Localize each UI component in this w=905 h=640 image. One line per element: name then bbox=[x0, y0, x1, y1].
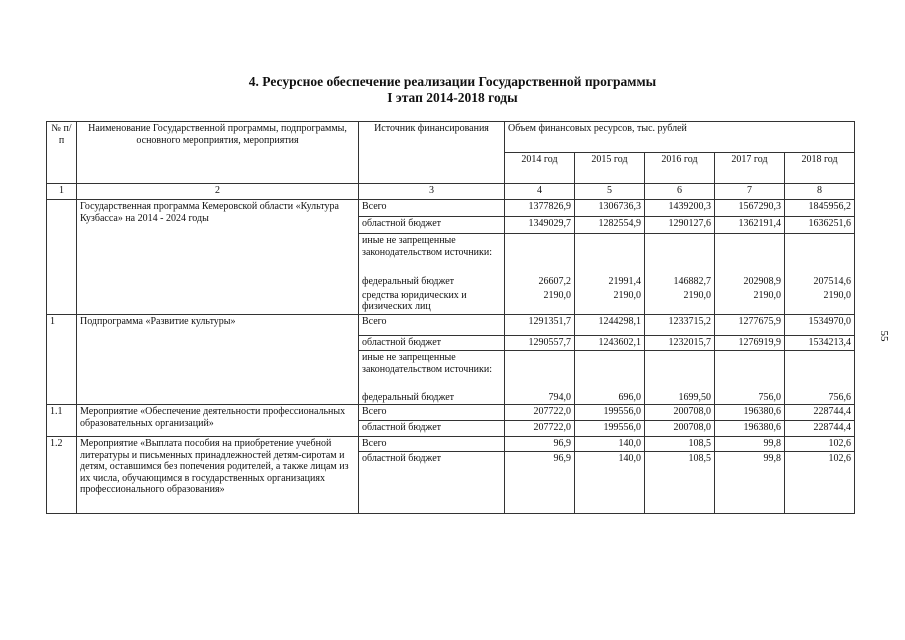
value-cell: 207722,0 bbox=[505, 421, 575, 437]
row-number: 1 bbox=[47, 315, 77, 405]
value-cell: 2190,0 bbox=[785, 289, 855, 315]
value-cell bbox=[645, 234, 715, 275]
value-cell bbox=[785, 351, 855, 391]
title-line-2: I этап 2014-2018 годы bbox=[387, 90, 518, 105]
value-cell: 1567290,3 bbox=[715, 200, 785, 217]
value-cell: 140,0 bbox=[575, 452, 645, 514]
value-cell: 1291351,7 bbox=[505, 315, 575, 336]
value-cell: 102,6 bbox=[785, 437, 855, 452]
value-cell: 99,8 bbox=[715, 452, 785, 514]
value-cell: 1290127,6 bbox=[645, 217, 715, 234]
header-volume: Объем финансовых ресурсов, тыс. рублей bbox=[505, 122, 855, 153]
value-cell: 1349029,7 bbox=[505, 217, 575, 234]
table-row bbox=[47, 437, 855, 452]
value-cell: 96,9 bbox=[505, 452, 575, 514]
value-cell: 1439200,3 bbox=[645, 200, 715, 217]
source-cell: областной бюджет bbox=[359, 452, 505, 514]
value-cell: 1699,50 bbox=[645, 391, 715, 405]
source-cell: областной бюджет bbox=[359, 217, 505, 234]
value-cell: 2190,0 bbox=[505, 289, 575, 315]
header-year: 2018 год bbox=[785, 153, 855, 184]
value-cell: 99,8 bbox=[715, 437, 785, 452]
value-cell bbox=[575, 234, 645, 275]
subprogram-name: Подпрограмма «Развитие культуры» bbox=[77, 315, 359, 405]
header-no: № п/п bbox=[47, 122, 77, 184]
value-cell: 200708,0 bbox=[645, 405, 715, 421]
value-cell: 1232015,7 bbox=[645, 336, 715, 351]
value-cell: 1534970,0 bbox=[785, 315, 855, 336]
value-cell: 1636251,6 bbox=[785, 217, 855, 234]
table-row bbox=[47, 315, 855, 336]
value-cell: 1362191,4 bbox=[715, 217, 785, 234]
source-cell: иные не запрещенные законодательством источники: bbox=[359, 351, 505, 391]
subprogram-block bbox=[47, 315, 855, 405]
value-cell: 196380,6 bbox=[715, 421, 785, 437]
source-cell: областной бюджет bbox=[359, 421, 505, 437]
measure-block bbox=[47, 437, 855, 514]
value-cell: 207514,6 bbox=[785, 275, 855, 289]
header-year: 2014 год bbox=[505, 153, 575, 184]
value-cell: 2190,0 bbox=[575, 289, 645, 315]
row-number: 1.2 bbox=[47, 437, 77, 514]
value-cell: 140,0 bbox=[575, 437, 645, 452]
value-cell: 199556,0 bbox=[575, 405, 645, 421]
value-cell: 1276919,9 bbox=[715, 336, 785, 351]
value-cell: 1244298,1 bbox=[575, 315, 645, 336]
source-cell: средства юридических и физических лиц bbox=[359, 289, 505, 315]
table-row bbox=[47, 405, 855, 421]
value-cell: 1845956,2 bbox=[785, 200, 855, 217]
column-number: 6 bbox=[645, 184, 715, 200]
value-cell: 1282554,9 bbox=[575, 217, 645, 234]
source-cell: федеральный бюджет bbox=[359, 391, 505, 405]
header-year: 2017 год bbox=[715, 153, 785, 184]
value-cell bbox=[505, 234, 575, 275]
row-number bbox=[47, 200, 77, 315]
value-cell: 96,9 bbox=[505, 437, 575, 452]
value-cell: 228744,4 bbox=[785, 421, 855, 437]
value-cell: 756,0 bbox=[715, 391, 785, 405]
value-cell bbox=[785, 234, 855, 275]
value-cell: 1306736,3 bbox=[575, 200, 645, 217]
value-cell: 1290557,7 bbox=[505, 336, 575, 351]
value-cell: 21991,4 bbox=[575, 275, 645, 289]
source-cell: Всего bbox=[359, 315, 505, 336]
value-cell bbox=[505, 351, 575, 391]
column-number: 8 bbox=[785, 184, 855, 200]
value-cell: 202908,9 bbox=[715, 275, 785, 289]
value-cell: 756,6 bbox=[785, 391, 855, 405]
column-number: 1 bbox=[47, 184, 77, 200]
table-row bbox=[47, 200, 855, 217]
value-cell: 1243602,1 bbox=[575, 336, 645, 351]
source-cell: федеральный бюджет bbox=[359, 275, 505, 289]
column-number: 7 bbox=[715, 184, 785, 200]
column-number: 4 bbox=[505, 184, 575, 200]
column-number: 2 bbox=[77, 184, 359, 200]
title-line-1: 4. Ресурсное обеспечение реализации Государственной программы bbox=[248, 74, 657, 89]
header-year: 2016 год bbox=[645, 153, 715, 184]
value-cell: 199556,0 bbox=[575, 421, 645, 437]
page-number: 55 bbox=[878, 330, 890, 342]
value-cell: 2190,0 bbox=[715, 289, 785, 315]
value-cell: 207722,0 bbox=[505, 405, 575, 421]
measure-name: Мероприятие «Выплата пособия на приобретение учебной литературы и письменных принадлежностей детям-сиротам и детям, оставшимся без попечения родителей, а также лицам из их числа, обучающимся в государственных организациях профессионального образования» bbox=[77, 437, 359, 514]
value-cell: 196380,6 bbox=[715, 405, 785, 421]
column-number: 3 bbox=[359, 184, 505, 200]
value-cell: 200708,0 bbox=[645, 421, 715, 437]
value-cell: 2190,0 bbox=[645, 289, 715, 315]
measure-name: Мероприятие «Обеспечение деятельности профессиональных образовательных организаций» bbox=[77, 405, 359, 437]
column-number: 5 bbox=[575, 184, 645, 200]
source-cell: областной бюджет bbox=[359, 336, 505, 351]
value-cell: 794,0 bbox=[505, 391, 575, 405]
measure-block bbox=[47, 405, 855, 437]
program-block bbox=[47, 200, 855, 315]
header-year: 2015 год bbox=[575, 153, 645, 184]
source-cell: иные не запрещенные законодательством источники: bbox=[359, 234, 505, 275]
source-cell: Всего bbox=[359, 405, 505, 421]
value-cell bbox=[715, 234, 785, 275]
value-cell: 1534213,4 bbox=[785, 336, 855, 351]
value-cell: 146882,7 bbox=[645, 275, 715, 289]
column-numbers-row bbox=[47, 184, 855, 200]
value-cell: 108,5 bbox=[645, 437, 715, 452]
value-cell: 1377826,9 bbox=[505, 200, 575, 217]
value-cell: 1277675,9 bbox=[715, 315, 785, 336]
value-cell bbox=[575, 351, 645, 391]
value-cell: 26607,2 bbox=[505, 275, 575, 289]
value-cell: 696,0 bbox=[575, 391, 645, 405]
source-cell: Всего bbox=[359, 200, 505, 217]
header-source: Источник финансирования bbox=[359, 122, 505, 184]
value-cell: 1233715,2 bbox=[645, 315, 715, 336]
value-cell: 108,5 bbox=[645, 452, 715, 514]
document-title bbox=[0, 74, 905, 106]
source-cell: Всего bbox=[359, 437, 505, 452]
header-name: Наименование Государственной программы, подпрограммы, основного мероприятия, мероприятия bbox=[77, 122, 359, 184]
value-cell bbox=[645, 351, 715, 391]
value-cell: 102,6 bbox=[785, 452, 855, 514]
row-number: 1.1 bbox=[47, 405, 77, 437]
value-cell: 228744,4 bbox=[785, 405, 855, 421]
resource-table bbox=[46, 121, 855, 514]
program-name: Государственная программа Кемеровской области «Культура Кузбасса» на 2014 - 2024 годы bbox=[77, 200, 359, 315]
value-cell bbox=[715, 351, 785, 391]
